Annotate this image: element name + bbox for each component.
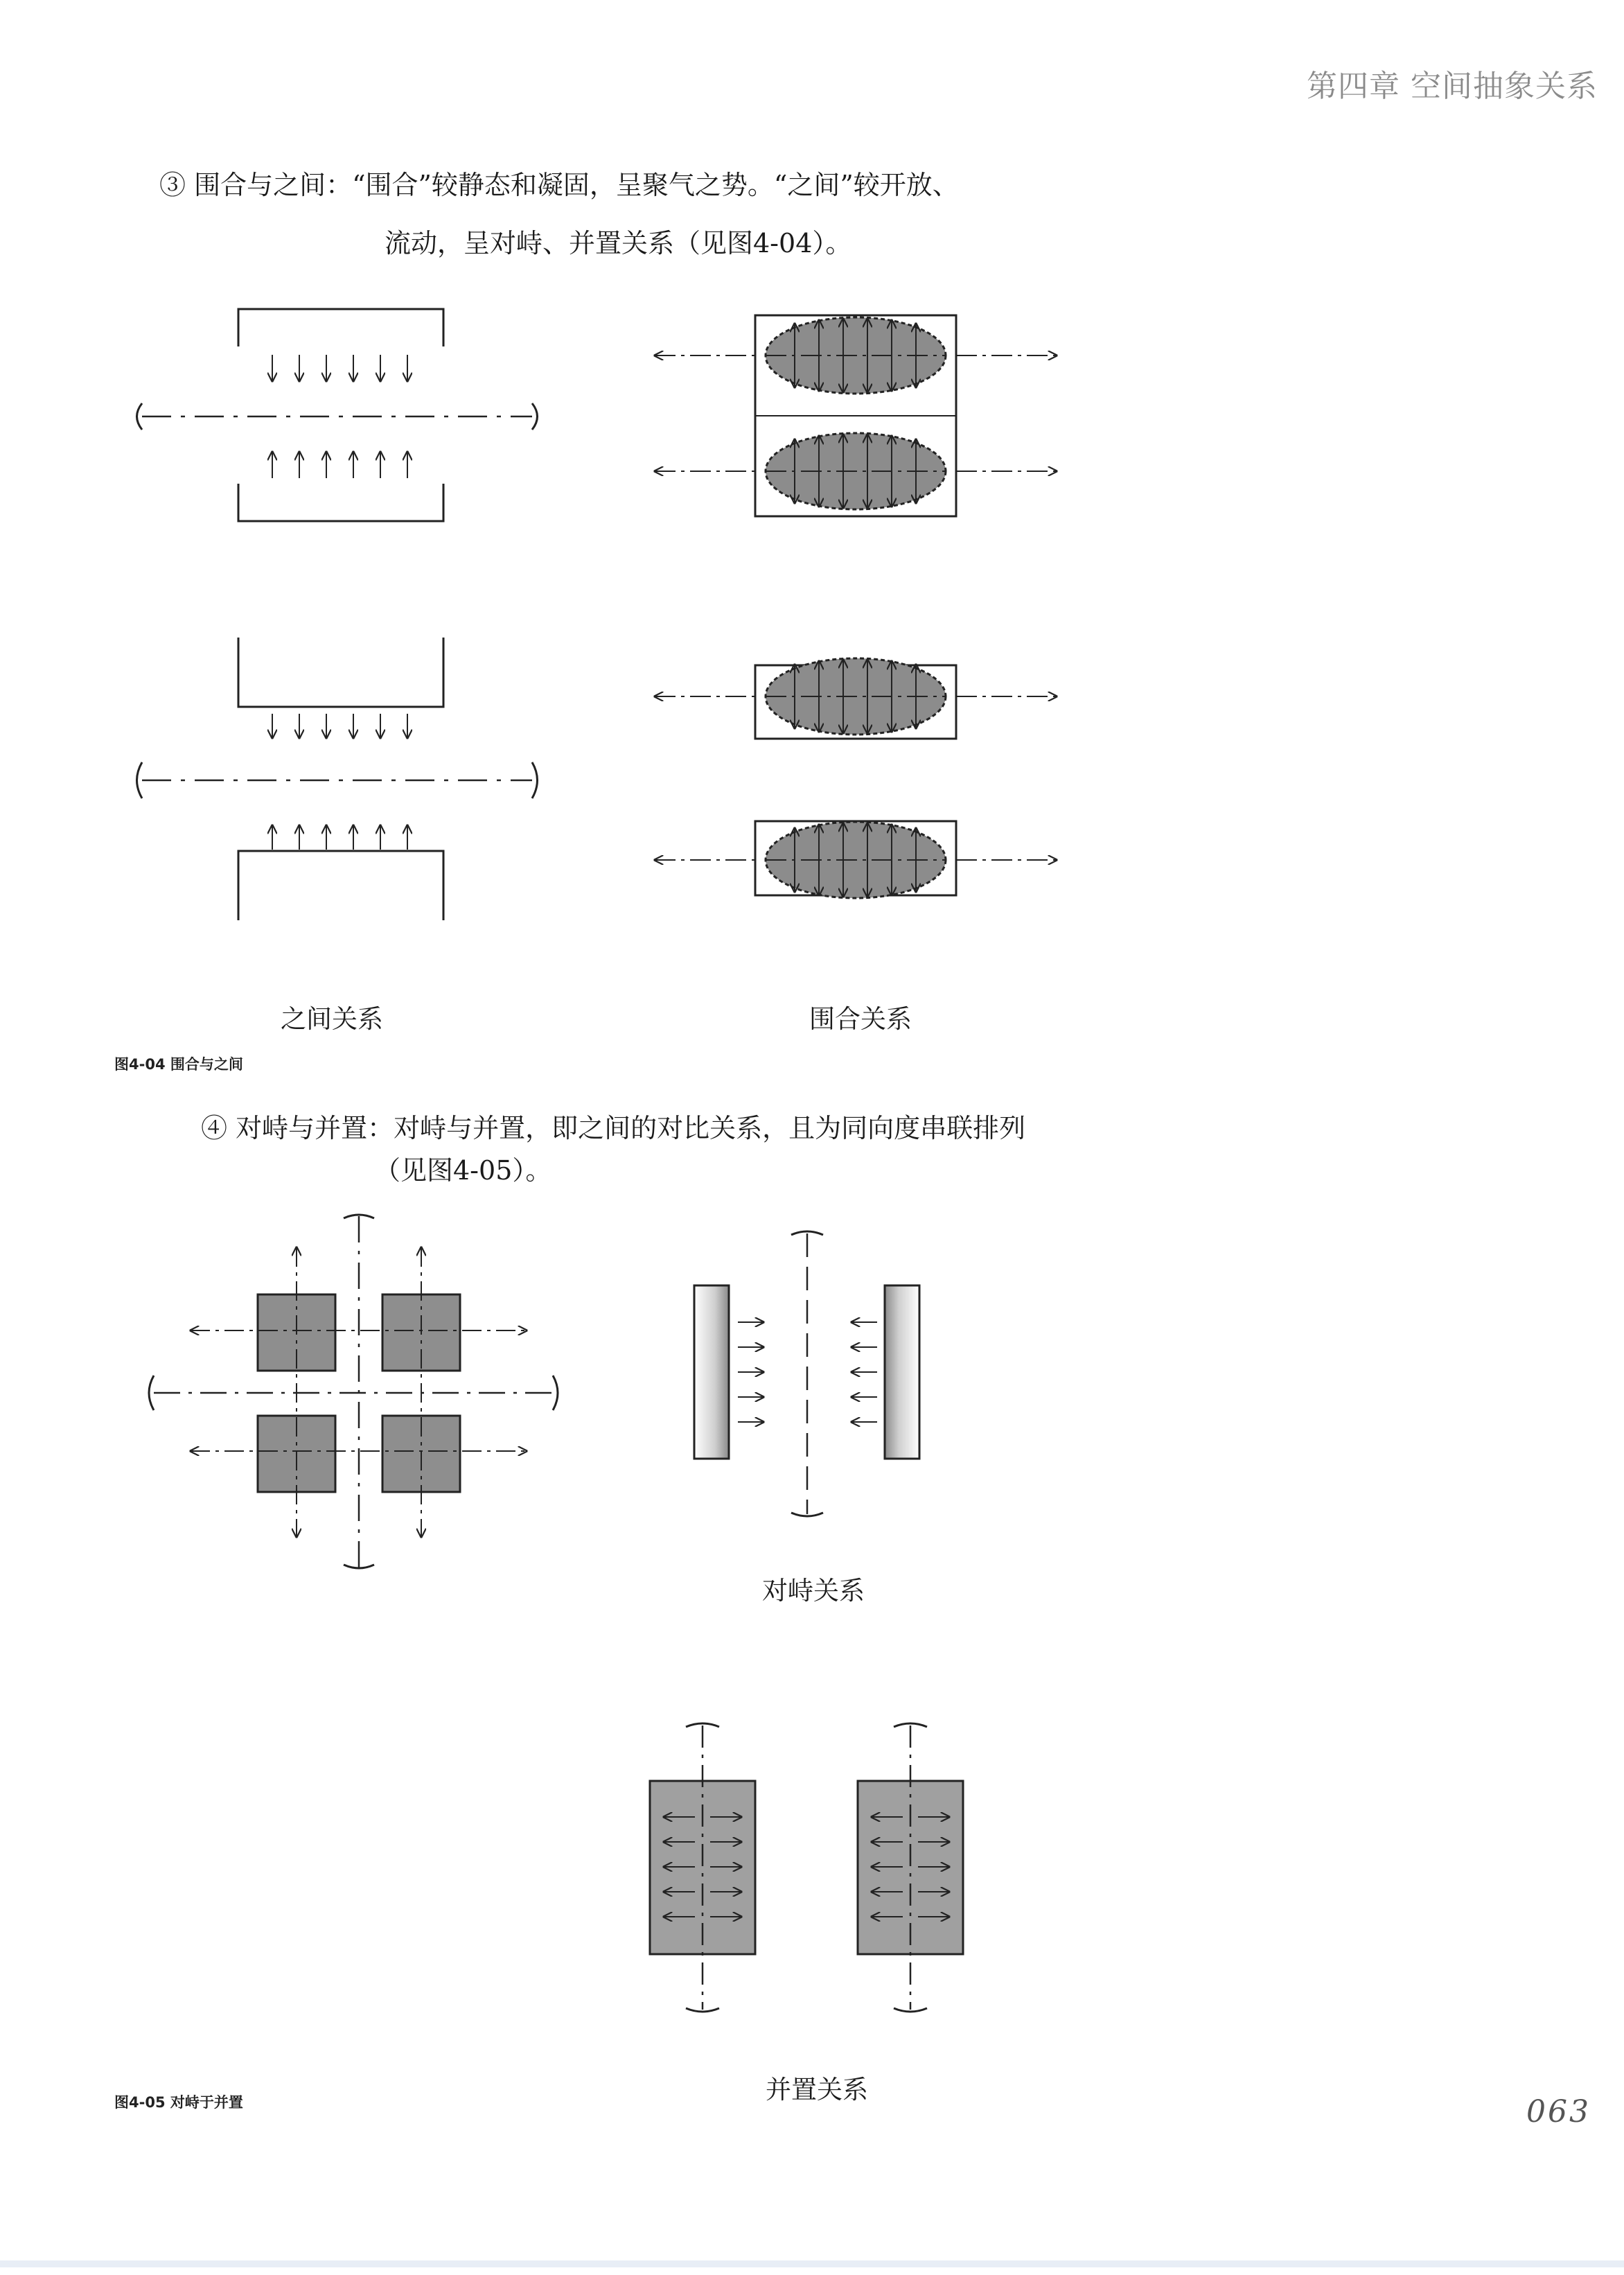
four-squares-diagram (149, 1215, 558, 1568)
between-diagram-top (137, 309, 538, 521)
section3-line2: 流动，呈对峙、并置关系（见图4-04）。 (385, 228, 852, 258)
figure-4-04-label: 图4-04 围合与之间 (114, 1056, 243, 1073)
section4-line2: （见图4-05）。 (374, 1155, 552, 1186)
enclosure-diagram-bottom (655, 658, 1057, 898)
enclosure-caption: 围合关系 (809, 1004, 912, 1034)
enclosure-diagram-top (655, 315, 1057, 516)
between-diagram-bottom (137, 638, 538, 920)
juxtaposition-diagram (650, 1723, 963, 2012)
bottom-edge-band (0, 2260, 1624, 2267)
section4-line1: ④ 对峙与并置：对峙与并置，即之间的对比关系，且为同向度串联排列 (201, 1113, 1026, 1143)
section3-line1: ③ 围合与之间：“围合”较静态和凝固，呈聚气之势。“之间”较开放、 (159, 170, 959, 200)
opposition-caption: 对峙关系 (762, 1576, 865, 1606)
figure-4-05-label: 图4-05 对峙于并置 (114, 2094, 243, 2111)
page-number: 063 (1526, 2094, 1591, 2129)
juxtaposition-caption: 并置关系 (766, 2075, 868, 2105)
opposition-diagram (694, 1231, 919, 1516)
between-caption: 之间关系 (281, 1004, 383, 1034)
chapter-header: 第四章 空间抽象关系 (1307, 69, 1598, 104)
